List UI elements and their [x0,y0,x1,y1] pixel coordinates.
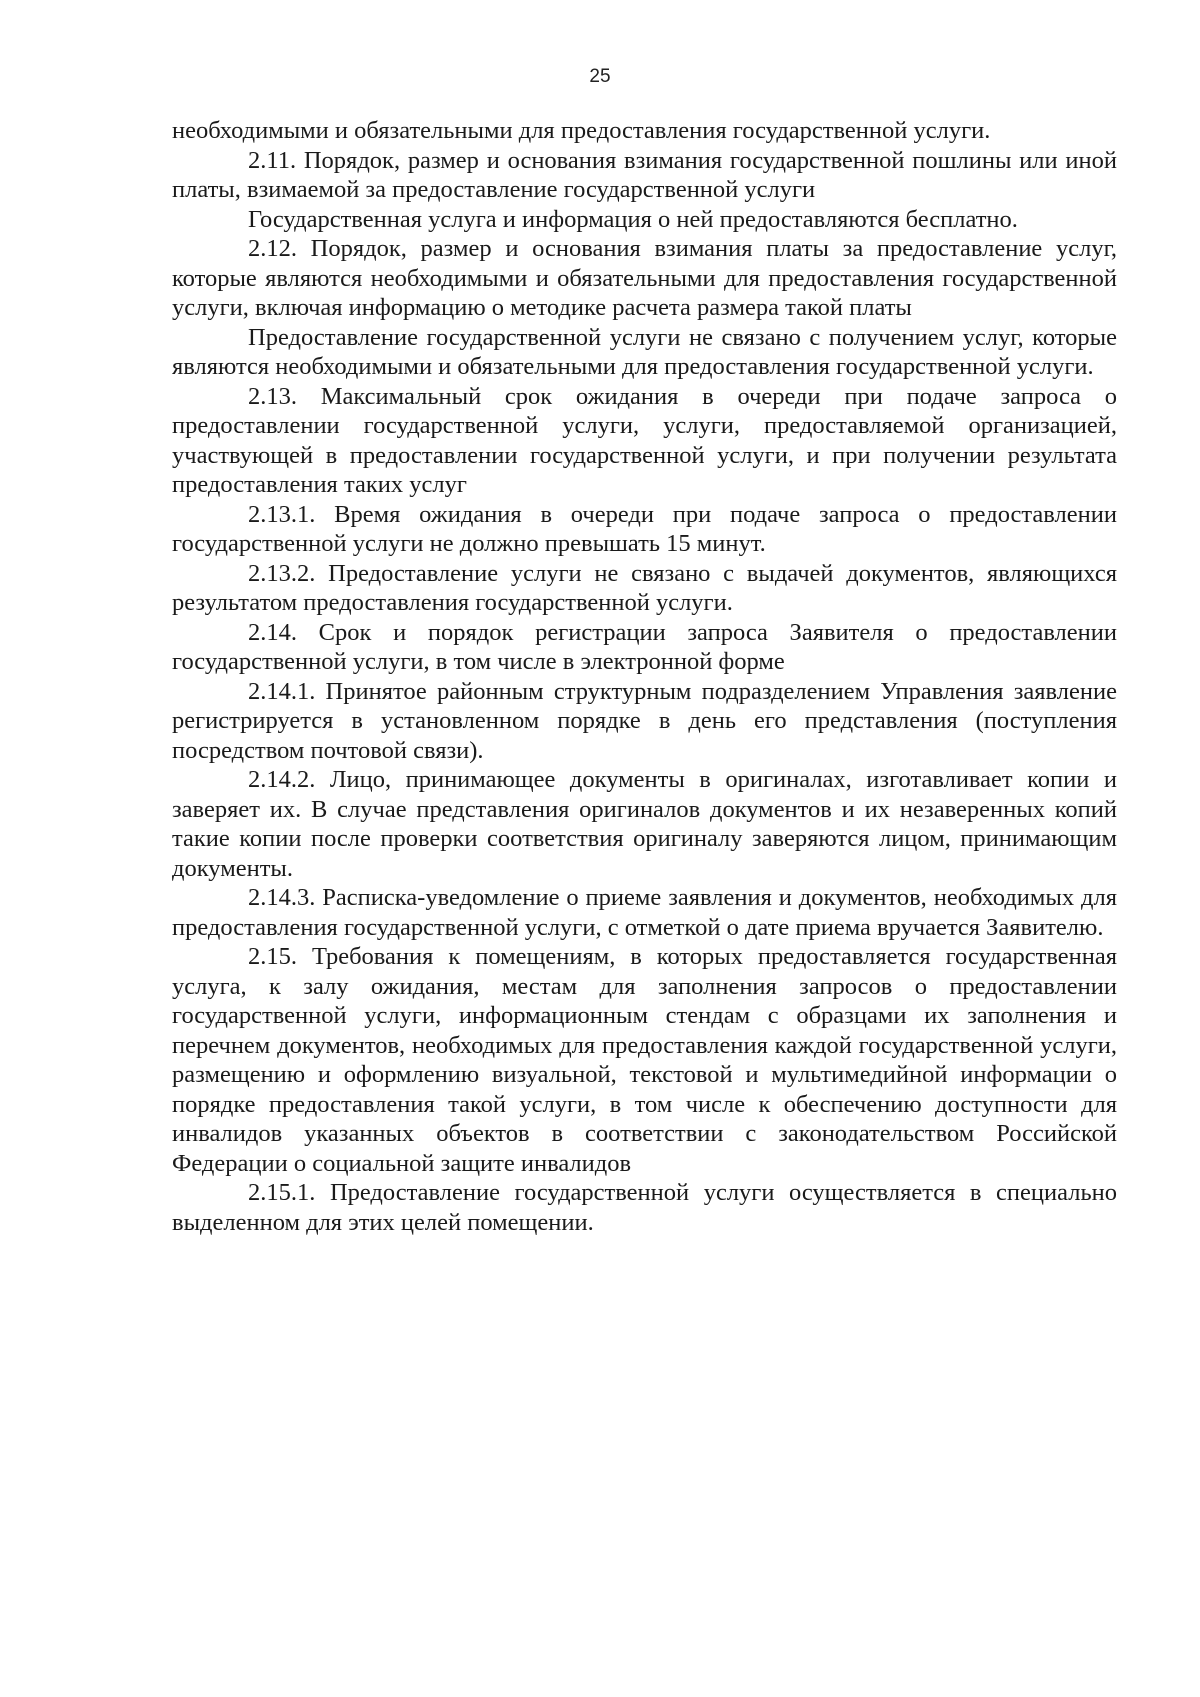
paragraph-2-13-1: 2.13.1. Время ожидания в очереди при подаче запроса о предоставлении государственной услуги не должно превышать 15 минут. [172,500,1117,557]
paragraph-continuation: необходимыми и обязательными для предоставления государственной услуги. [172,117,991,144]
paragraph-2-13-heading: 2.13. Максимальный срок ожидания в очереди при подаче запроса о предоставлении государственной услуги, услуги, предоставляемой организацией, участвующей в предоставлении государственной услуги, и при получении результата предоставления таких услуг [172,382,1117,498]
paragraph-2-14-heading: 2.14. Срок и порядок регистрации запроса Заявителя о предоставлении государственной услуги, в том числе в электронной форме [172,618,1117,675]
paragraph-2-14-1: 2.14.1. Принятое районным структурным подразделением Управления заявление регистрируется в установленном порядке в день его представления (поступления посредством почтовой связи). [172,677,1117,764]
paragraph-2-12-heading: 2.12. Порядок, размер и основания взимания платы за предоставление услуг, которые являются необходимыми и обязательными для предоставления государственной услуги, включая информацию о методике расчета размера такой платы [172,235,1117,321]
paragraph-2-15-heading: 2.15. Требования к помещениям, в которых предоставляется государственная услуга, к залу ожидания, местам для заполнения запросов о предоставлении государственной услуги, информационным стендам с образцами их заполнения и перечнем документов, необходимых для предоставления каждой государственной услуги, размещению и оформлению визуальной, текстовой и мультимедийной информации о порядке предоставления такой услуги, в том числе к обеспечению доступности для инвалидов указанных объектов в соответствии с законодательством Российской Федерации о социальной защите инвалидов [172,943,1117,1177]
paragraph-2-12-body: Предоставление государственной услуги не связано с получением услуг, которые являются необходимыми и обязательными для предоставления государственной услуги. [172,323,1117,380]
document-body [172,116,1117,1237]
paragraph-2-13-2: 2.13.2. Предоставление услуги не связано с выдачей документов, являющихся результатом предоставления государственной услуги. [172,559,1117,616]
paragraph-2-11-heading: 2.11. Порядок, размер и основания взимания государственной пошлины или иной платы, взимаемой за предоставление государственной услуги [172,146,1117,203]
paragraph-2-15-1: 2.15.1. Предоставление государственной услуги осуществляется в специально выделенном для этих целей помещении. [172,1179,1117,1236]
paragraph-2-14-2: 2.14.2. Лицо, принимающее документы в оригиналах, изготавливает копии и заверяет их. В случае представления оригиналов документов и их незаверенных копий такие копии после проверки соответствия оригиналу заверяются лицом, принимающим документы. [172,766,1117,882]
page-number: 25 [589,66,611,87]
paragraph-2-14-3: 2.14.3. Расписка-уведомление о приеме заявления и документов, необходимых для предоставления государственной услуги, с отметкой о дате приема вручается Заявителю. [172,884,1117,941]
paragraph-2-11-body: Государственная услуга и информация о ней предоставляются бесплатно. [248,205,1018,233]
